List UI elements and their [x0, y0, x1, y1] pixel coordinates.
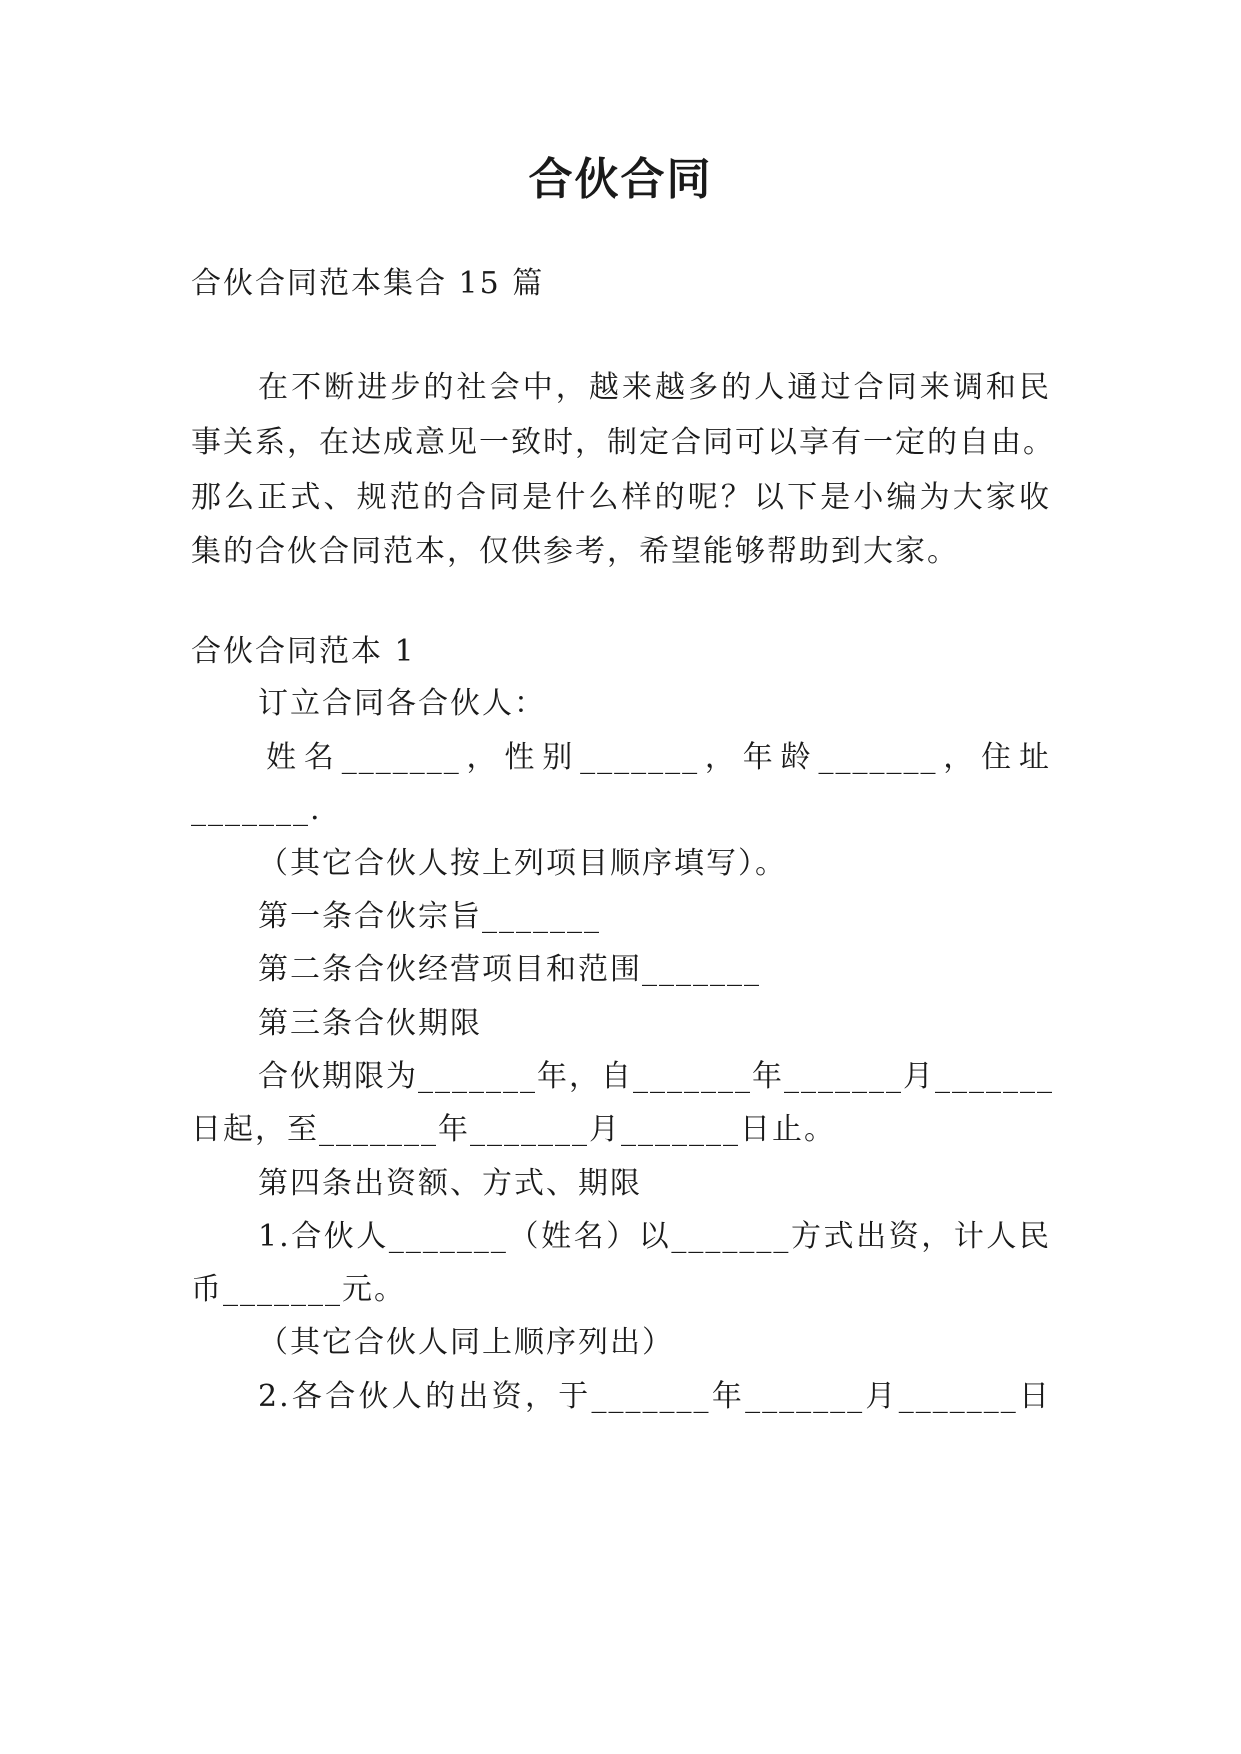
intro-paragraph-line: 那么正式、规范的合同是什么样的呢？以下是小编为大家收 [191, 480, 1051, 515]
intro-paragraph-line: 集的合伙合同范本，仅供参考，希望能够帮助到大家。 [191, 534, 959, 569]
body-line: 订立合同各合伙人： [258, 686, 546, 721]
document-subtitle: 合伙合同范本集合 15 篇 [191, 266, 545, 301]
body-line: 第一条合伙宗旨_______ [258, 899, 601, 934]
body-line: 1.合伙人_______（姓名）以_______方式出资，计人民 [258, 1219, 1051, 1254]
section-heading: 合伙合同范本 1 [191, 634, 416, 669]
body-line: 第三条合伙期限 [258, 1006, 482, 1041]
body-line: 第四条出资额、方式、期限 [258, 1166, 642, 1201]
body-line: 第二条合伙经营项目和范围_______ [258, 952, 761, 987]
body-line: 日起，至_______年_______月_______日止。 [191, 1112, 836, 1147]
body-line: _______. [191, 792, 322, 827]
body-line: 合伙期限为_______年，自_______年_______月_______ [258, 1059, 1054, 1094]
intro-paragraph-line: 在不断进步的社会中，越来越多的人通过合同来调和民 [258, 370, 1051, 405]
body-line: 姓名_______，性别_______，年龄_______，住址 [266, 740, 1051, 775]
intro-paragraph-line: 事关系，在达成意见一致时，制定合同可以享有一定的自由。 [191, 425, 1055, 460]
body-line: （其它合伙人同上顺序列出） [258, 1325, 674, 1360]
body-line: （其它合伙人按上列项目顺序填写）。 [258, 846, 787, 881]
document-title: 合伙合同 [528, 154, 713, 205]
body-line: 2.各合伙人的出资，于_______年_______月_______日 [258, 1379, 1051, 1414]
body-line: 币_______元。 [191, 1272, 406, 1307]
